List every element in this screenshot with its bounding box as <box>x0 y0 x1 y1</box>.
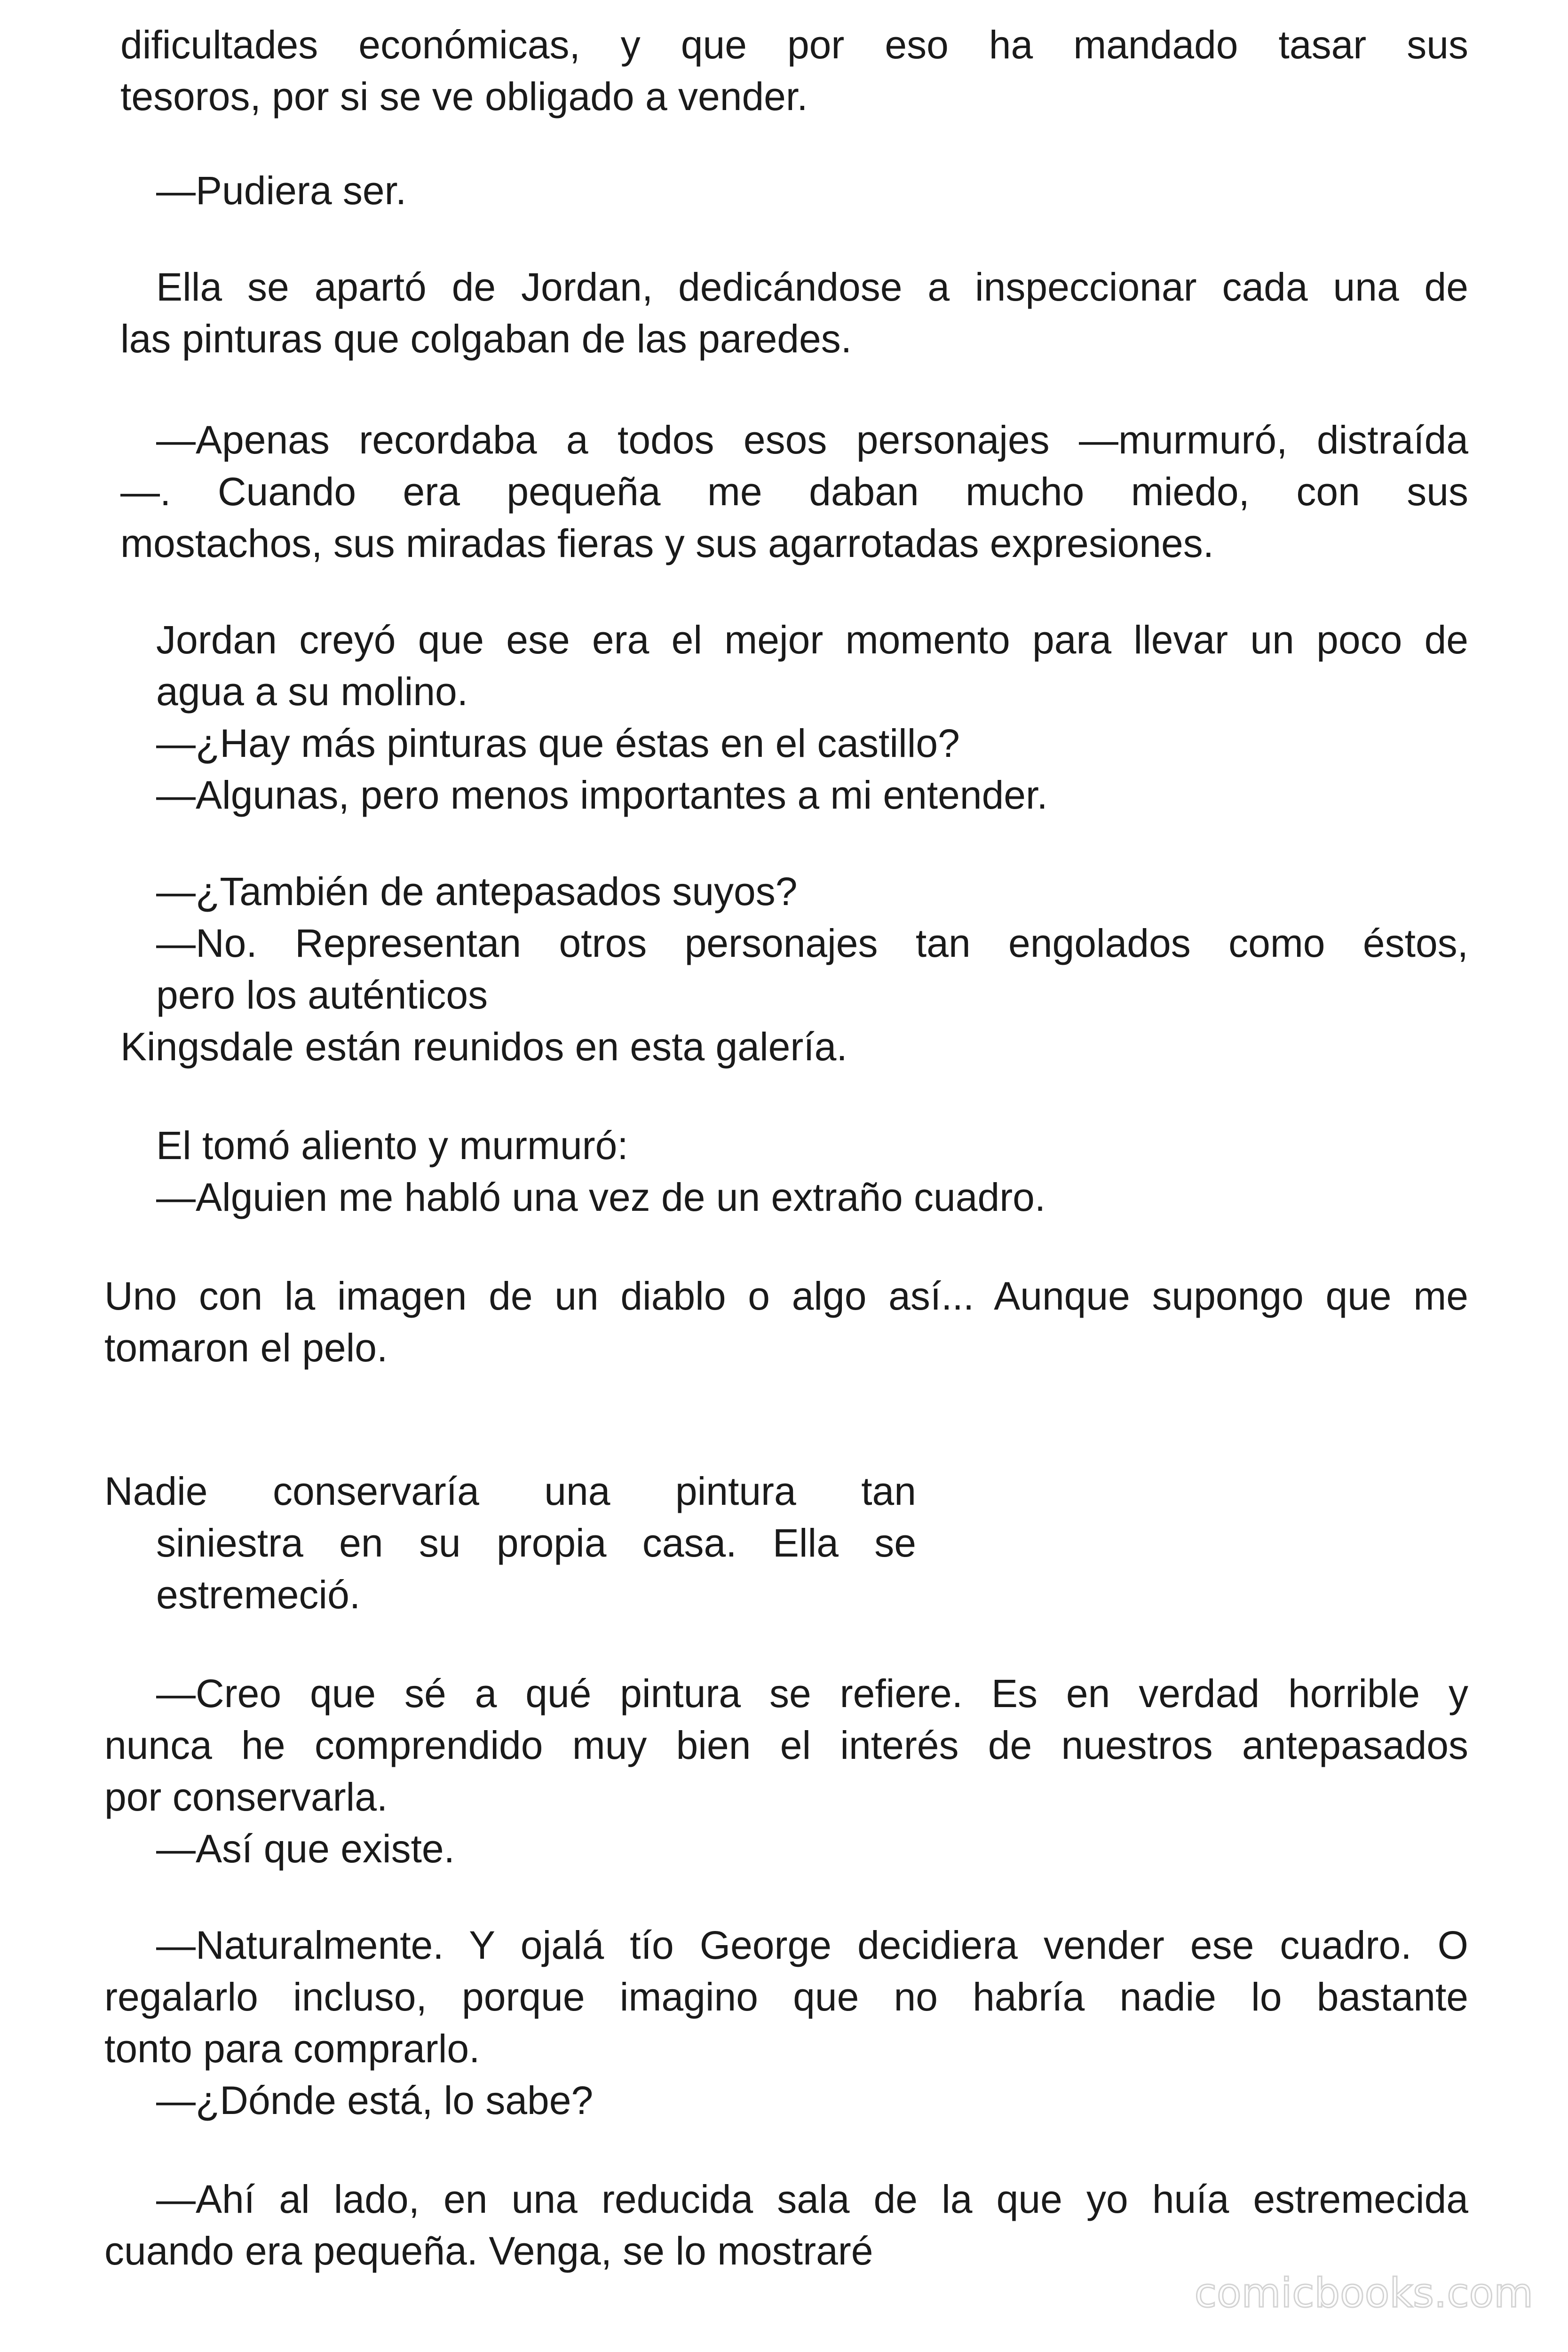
watermark: comicbooks.com <box>1194 2270 1533 2317</box>
text-line: —Naturalmente. Y ojalá tío George decidiera vender ese cuadro. O <box>156 1923 1468 1967</box>
text-line: mostachos, sus miradas fieras y sus agarrotadas expresiones. <box>120 521 1214 565</box>
text-line: agua a su molino. <box>156 669 468 714</box>
text-line: tonto para comprarlo. <box>104 2026 480 2071</box>
text-line: —¿También de antepasados suyos? <box>156 869 798 914</box>
text-line: las pinturas que colgaban de las paredes. <box>120 317 852 361</box>
text-line: por conservarla. <box>104 1775 388 1819</box>
text-line: —Algunas, pero menos importantes a mi entender. <box>156 773 1048 817</box>
text-line: pero los auténticos <box>156 973 488 1017</box>
text-line: —Pudiera ser. <box>156 168 407 213</box>
text-line: —Así que existe. <box>156 1827 455 1871</box>
text-line: —Apenas recordaba a todos esos personajes —murmuró, distraída <box>156 418 1468 462</box>
text-line: —Creo que sé a qué pintura se refiere. Es en verdad horrible y <box>156 1671 1468 1716</box>
text-line: —¿Hay más pinturas que éstas en el castillo? <box>156 721 960 765</box>
text-line: cuando era pequeña. Venga, se lo mostraré <box>104 2229 873 2273</box>
text-line: siniestra en su propia casa. Ella se <box>156 1521 916 1565</box>
text-line: regalarlo incluso, porque imagino que no habría nadie lo bastante <box>104 1975 1468 2019</box>
text-line: Uno con la imagen de un diablo o algo así... Aunque supongo que me <box>104 1274 1468 1318</box>
text-line: nunca he comprendido muy bien el interés de nuestros antepasados <box>104 1723 1468 1767</box>
text-line: Nadie conservaría una pintura tan <box>104 1469 916 1513</box>
text-line: tesoros, por si se ve obligado a vender. <box>120 74 808 119</box>
text-line: estremeció. <box>156 1573 361 1617</box>
text-line: El tomó aliento y murmuró: <box>156 1123 628 1168</box>
text-line: Kingsdale están reunidos en esta galería. <box>120 1025 847 1069</box>
text-line: —. Cuando era pequeña me daban mucho miedo, con sus <box>120 469 1468 514</box>
text-line: —Ahí al lado, en una reducida sala de la que yo huía estremecida <box>156 2177 1468 2221</box>
text-line: —¿Dónde está, lo sabe? <box>156 2078 594 2122</box>
text-line: Ella se apartó de Jordan, dedicándose a inspeccionar cada una de <box>156 265 1468 309</box>
text-line: tomaron el pelo. <box>104 1326 388 1370</box>
text-line: —No. Representan otros personajes tan engolados como éstos, <box>156 921 1468 965</box>
text-line: Jordan creyó que ese era el mejor momento para llevar un poco de <box>156 618 1468 662</box>
text-line: dificultades económicas, y que por eso ha mandado tasar sus <box>120 23 1468 67</box>
text-line: —Alguien me habló una vez de un extraño cuadro. <box>156 1175 1046 1219</box>
